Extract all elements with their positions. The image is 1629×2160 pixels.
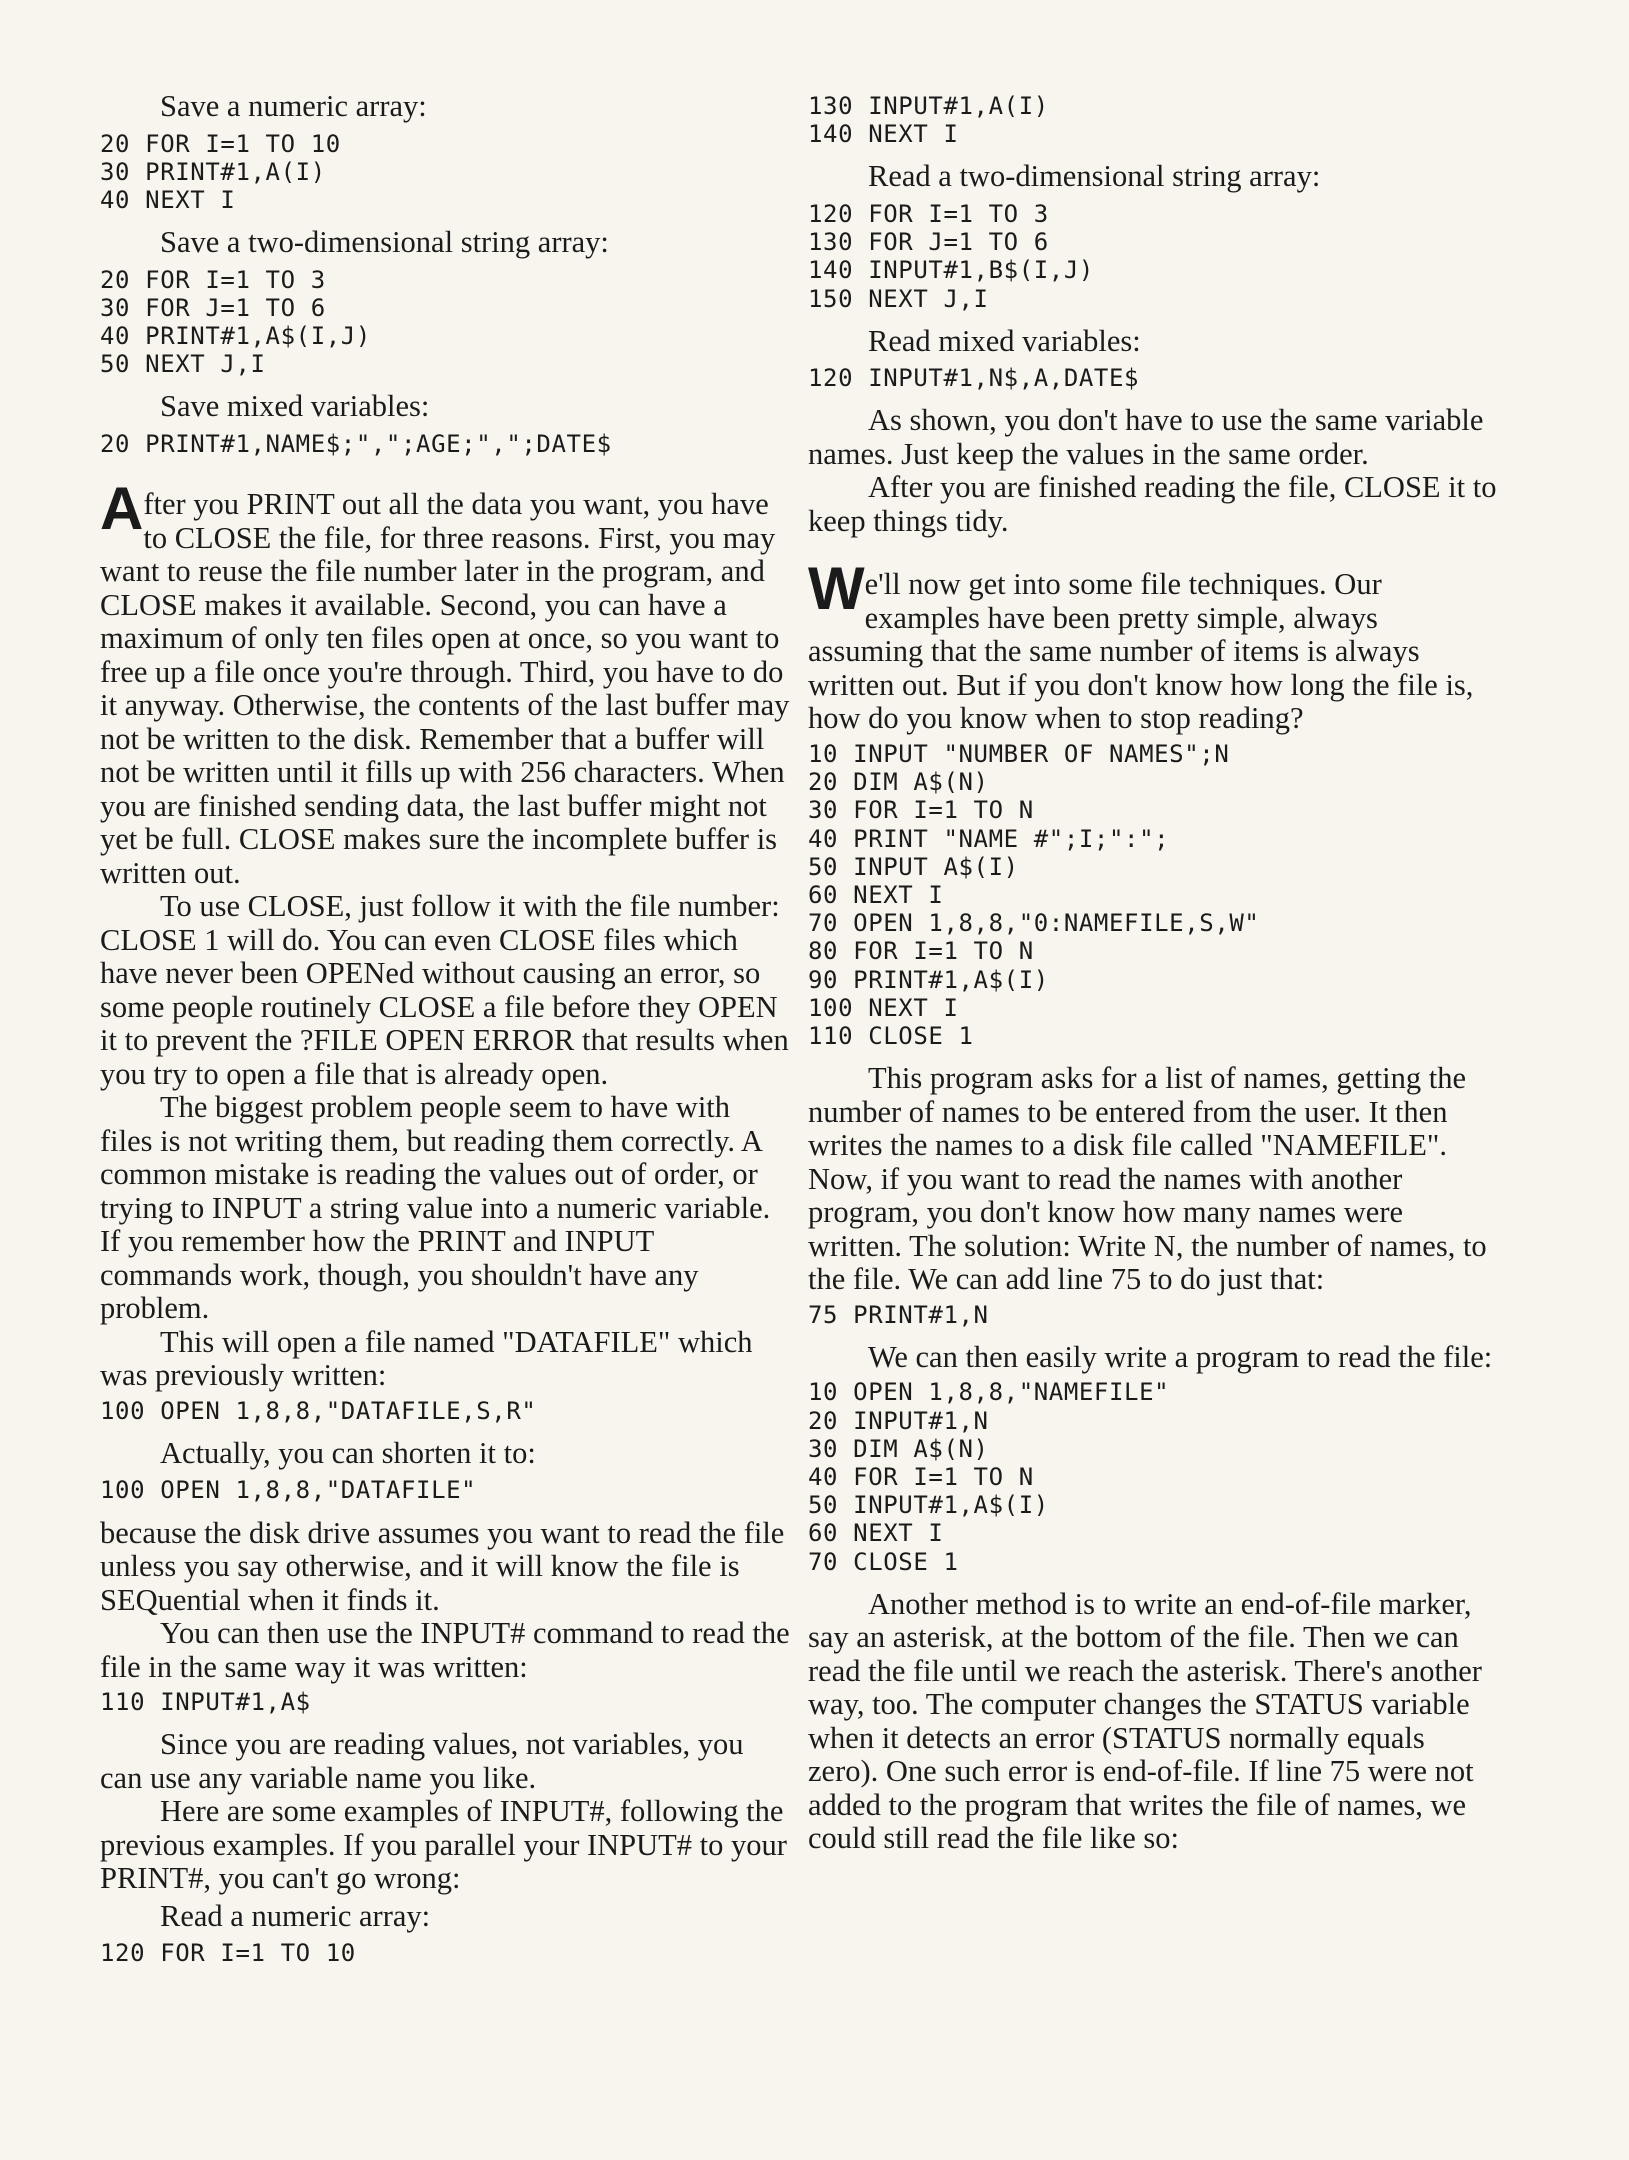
code-open-datafile-sr: 100 OPEN 1,8,8,"DATAFILE,S,R" bbox=[100, 1396, 537, 1425]
paragraph-program-explanation: This program asks for a list of names, getting the number of names to be entered from the user. It then writes the names to a disk file called "NAMEFILE". Now, if you want to read the names with another program, you don't know how many names were written. The solution: Write N, the number of names, to the file. We can add line 75 to do just that: bbox=[808, 1061, 1487, 1297]
code-save-numeric-array: 20 FOR I=1 TO 10 30 PRINT#1,A(I) 40 NEXT I bbox=[100, 129, 341, 214]
drop-cap-w: W bbox=[808, 555, 863, 623]
label-save-mixed-variables: Save mixed variables: bbox=[160, 389, 430, 424]
code-read-names: 10 OPEN 1,8,8,"NAMEFILE" 20 INPUT#1,N 30 DIM A$(N) 40 FOR I=1 TO N 50 INPUT#1,A$(I) 60 NEXT I 70 CLOSE 1 bbox=[808, 1378, 1170, 1576]
paragraph-close-tidy: After you are finished reading the file, CLOSE it to keep things tidy. bbox=[808, 470, 1497, 538]
paragraph-use-close: To use CLOSE, just follow it with the file number: CLOSE 1 will do. You can even CLOSE files which have never been OPENed without causing an error, so some people routinely CLOSE a file before they OPEN it to prevent the ?FILE OPEN ERROR that results when you try to open a file that is already open. bbox=[100, 889, 789, 1091]
paragraph-as-shown: As shown, you don't have to use the same variable names. Just keep the values in the same order. bbox=[808, 403, 1484, 471]
label-read-mixed-variables: Read mixed variables: bbox=[868, 323, 1141, 358]
paragraph-close-reasons-text: fter you PRINT out all the data you want, you have to CLOSE the file, for three reasons. First, you may want to reuse the file number later in the program, and CLOSE makes it available. Second, you can have a maximum of only ten files open at once, so you want to free up a file once you're through. Third, you have to do it anyway. Otherwise, the contents of the last buffer may not be written to the disk. Remember that a buffer will not be written until it fills up with 256 characters. When you are finished sending data, the last buffer might not yet be full. CLOSE makes sure the incomplete buffer is written out. bbox=[100, 487, 790, 890]
label-save-numeric-array: Save a numeric array: bbox=[160, 89, 427, 123]
paragraph-read-program: We can then easily write a program to read the file: bbox=[868, 1339, 1493, 1374]
paragraph-biggest-problem: The biggest problem people seem to have with files is not writing them, but reading them correctly. A common mistake is reading the values out of order, or trying to INPUT a string value into a numeric variable. If you remember how the PRINT and INPUT commands work, though, you shouldn't have any problem. bbox=[100, 1090, 771, 1326]
paragraph-disk-assumes: because the disk drive assumes you want to read the file unless you say otherwise, and it will know the file is SEQuential when it finds it. bbox=[100, 1515, 785, 1617]
paragraph-input-examples: Here are some examples of INPUT#, following the previous examples. If you parallel your INPUT# to your PRINT#, you can't go wrong: bbox=[100, 1794, 787, 1896]
paragraph-file-techniques bbox=[808, 555, 1498, 736]
paragraph-input-command: You can then use the INPUT# command to read the file in the same way it was written: bbox=[100, 1616, 790, 1684]
paragraph-close-reasons bbox=[100, 475, 790, 890]
code-read-numeric-array-start: 120 FOR I=1 TO 10 bbox=[100, 1939, 356, 1968]
label-read-2d-string-array: Read a two-dimensional string array: bbox=[868, 159, 1321, 194]
label-read-numeric-array: Read a numeric array: bbox=[160, 1898, 431, 1933]
right-column bbox=[808, 92, 1498, 1856]
code-line-75: 75 PRINT#1,N bbox=[808, 1300, 989, 1329]
code-save-mixed-variables: 20 PRINT#1,NAME$;",";AGE;",";DATE$ bbox=[100, 429, 612, 458]
code-read-mixed-variables: 120 INPUT#1,N$,A,DATE$ bbox=[808, 364, 1140, 393]
code-write-names: 10 INPUT "NUMBER OF NAMES";N 20 DIM A$(N) 30 FOR I=1 TO N 40 PRINT "NAME #";I;":"; 50 INPUT A$(I) 60 NEXT I 70 OPEN 1,8,8,"0:NAMEFILE,S,W" 80 FOR I=1 TO N 90 PRINT#1,A$(I) 100 NEXT I 110 CLOSE 1 bbox=[808, 739, 1260, 1050]
left-column bbox=[100, 86, 790, 1979]
paragraph-shorten: Actually, you can shorten it to: bbox=[160, 1435, 536, 1470]
drop-cap-a: A bbox=[100, 475, 142, 543]
label-save-2d-string-array: Save a two-dimensional string array: bbox=[160, 225, 609, 260]
code-read-2d-string-array: 120 FOR I=1 TO 3 130 FOR J=1 TO 6 140 INPUT#1,B$(I,J) 150 NEXT J,I bbox=[808, 199, 1094, 313]
code-read-numeric-array-end: 130 INPUT#1,A(I) 140 NEXT I bbox=[808, 92, 1049, 149]
code-open-datafile: 100 OPEN 1,8,8,"DATAFILE" bbox=[100, 1476, 477, 1505]
code-input-string: 110 INPUT#1,A$ bbox=[100, 1688, 311, 1717]
paragraph-file-techniques-text: e'll now get into some file techniques. Our examples have been pretty simple, always assuming that the same number of items is always written out. But if you don't know how long the file is, how do you know when to stop reading? bbox=[808, 567, 1474, 736]
code-save-2d-string-array: 20 FOR I=1 TO 3 30 FOR J=1 TO 6 40 PRINT#1,A$(I,J) 50 NEXT J,I bbox=[100, 265, 371, 379]
paragraph-open-datafile: This will open a file named "DATAFILE" which was previously written: bbox=[100, 1324, 753, 1393]
paragraph-end-of-file: Another method is to write an end-of-file marker, say an asterisk, at the bottom of the file. Then we can read the file until we reach the asterisk. There's another way, too. The computer changes the STATUS variable when it detects an error (STATUS normally equals zero). One such error is end-of-file. If line 75 were not added to the program that writes the file of names, we could still read the file like so: bbox=[808, 1586, 1482, 1856]
paragraph-variable-names: Since you are reading values, not variables, you can use any variable name you like. bbox=[100, 1727, 744, 1795]
